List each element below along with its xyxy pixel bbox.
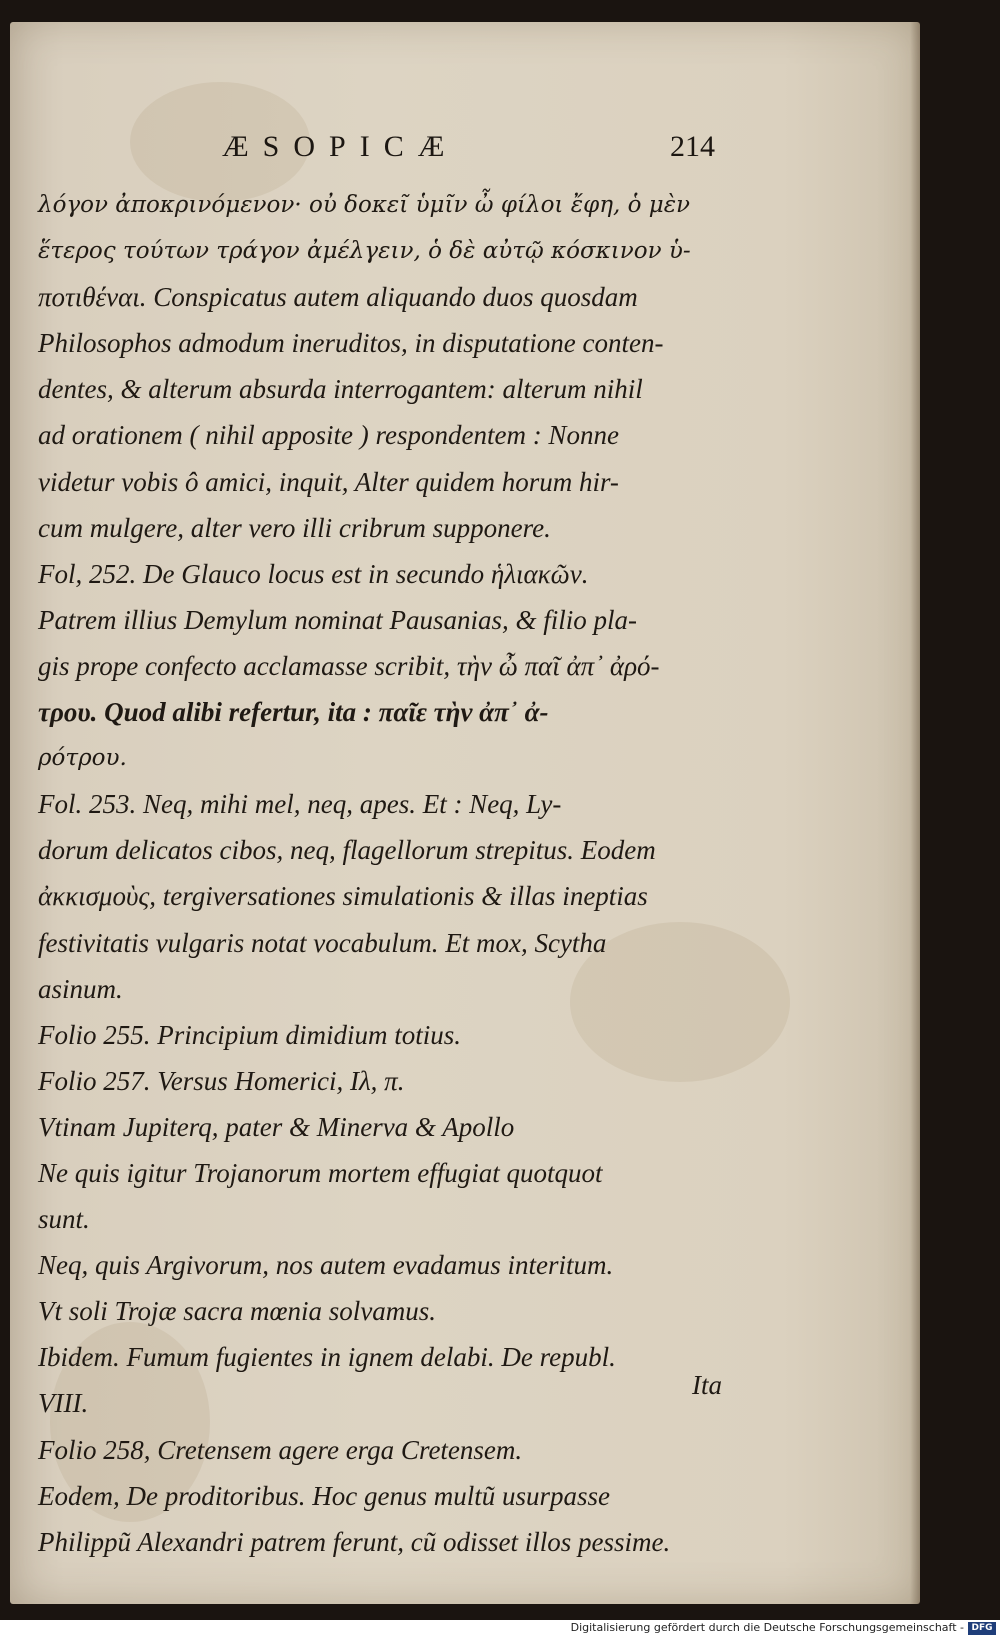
text-line: Vt soli Trojæ sacra mœnia solvamus. — [38, 1296, 437, 1327]
text-line: ποτιθέναι. Conspicatus autem aliquando duos quosdam — [38, 282, 638, 313]
text-line: videtur vobis ô amici, inquit, Alter quidem horum hir- — [38, 466, 619, 497]
text-line: Philippũ Alexandri patrem ferunt, cũ odisset illos pessime. — [38, 1526, 671, 1557]
text-line: τρου. Quod alibi refertur, ita : παῖε τὴν ἀπ᾽ ἀ- — [38, 697, 549, 728]
running-head-title: ÆSOPICÆ — [222, 130, 459, 163]
text-line: Ne quis igitur Trojanorum mortem effugiat quotquot — [38, 1157, 603, 1188]
page-edge-shadow — [910, 22, 920, 1604]
text-line: cum mulgere, alter vero illi cribrum supponere. — [38, 512, 551, 543]
text-line: dorum delicatos cibos, neq, flagellorum strepitus. Eodem — [38, 835, 656, 866]
text-line: gis prope confecto acclamasse scribit, τὴν ὦ παῖ ἀπ᾽ ἀρό- — [38, 650, 660, 681]
text-line: sunt. — [38, 1204, 90, 1235]
page-number: 214 — [670, 130, 715, 163]
text-line: ἀκκισμοὺς, tergiversationes simulationis & illas ineptias — [38, 881, 648, 912]
book-page — [10, 22, 920, 1604]
text-line: dentes, & alterum absurda interrogantem: alterum nihil — [38, 374, 643, 405]
text-line: Folio 257. Versus Homerici, Ιλ, π. — [38, 1065, 405, 1096]
text-line: Fol. 253. Neq, mihi mel, neq, apes. Et : Neq, Ly- — [38, 789, 562, 820]
text-line: Fol, 252. De Glauco locus est in secundo ἡλιακῶν. — [38, 558, 589, 589]
text-line: Vtinam Jupiterq, pater & Minerva & Apollo — [38, 1111, 515, 1142]
text-line: VIII. — [38, 1388, 89, 1419]
text-line: Eodem, De proditoribus. Hoc genus multũ usurpasse — [38, 1480, 610, 1511]
text-line: Philosophos admodum ineruditos, in disputatione conten- — [38, 328, 664, 359]
text-line: ἕτερος τούτων τράγον ἀμέλγειν, ὁ δὲ αὐτῷ κόσκινον ὑ- — [38, 238, 691, 265]
digitization-footer — [0, 1620, 1000, 1638]
text-line: λόγον ἀποκρινόμενον· οὐ δοκεῖ ὑμῖν ὦ φίλοι ἔφη, ὁ μὲν — [38, 192, 691, 218]
text-line: Folio 255. Principium dimidium totius. — [38, 1019, 461, 1050]
catchword: Ita — [692, 1370, 722, 1400]
footer-credit: Digitalisierung gefördert durch die Deutsche Forschungsgemeinschaft - — [570, 1621, 964, 1634]
dfg-logo-icon: DFG — [968, 1622, 996, 1635]
text-line: festivitatis vulgaris notat vocabulum. Et mox, Scytha — [38, 927, 607, 958]
text-line: ρότρου. — [38, 745, 127, 772]
text-line: Ibidem. Fumum fugientes in ignem delabi. De republ. — [38, 1342, 616, 1373]
running-head — [10, 130, 920, 178]
text-line: Neq, quis Argivorum, nos autem evadamus interitum. — [38, 1250, 614, 1281]
text-line: Patrem illius Demylum nominat Pausanias, & filio pla- — [38, 604, 637, 635]
text-line: Folio 258, Cretensem agere erga Cretensem. — [38, 1434, 523, 1465]
text-line: asinum. — [38, 973, 123, 1004]
text-line: ad orationem ( nihil apposite ) respondentem : Nonne — [38, 420, 619, 451]
body-text — [38, 182, 798, 1565]
